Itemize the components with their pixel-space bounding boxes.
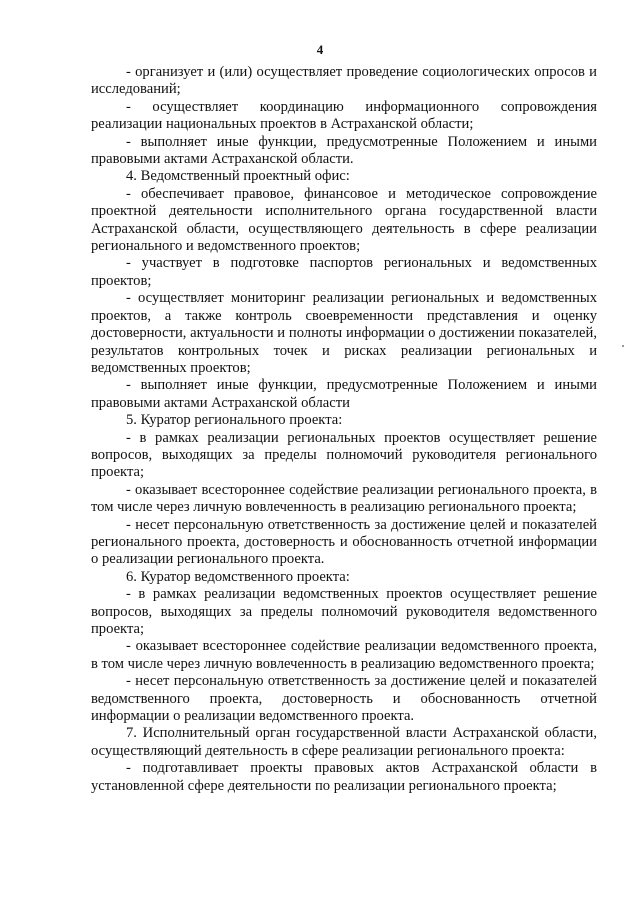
list-item-departmental-assistance: - оказывает всестороннее содействие реализации ведомственного проекта, в том числе через личную вовлеченность в реализацию ведомственного проекта; xyxy=(91,638,597,672)
section-heading-regional-curator: 5. Куратор регионального проекта: xyxy=(126,412,343,429)
list-item-departmental-responsibility: - несет персональную ответственность за достижение целей и показателей ведомственного проекта, достоверность и обоснованность отчетной информации о реализации ведомственного проекта. xyxy=(91,673,597,725)
list-item-sociological-research: - организует и (или) осуществляет проведение социологических опросов и исследований; xyxy=(91,64,597,98)
list-item-legal-support: - обеспечивает правовое, финансовое и методическое сопровождение проектной деятельности исполнительного органа государственной власти Астраханской области, осуществляющего деятельность в сфере реализации регионального и ведомственного проектов; xyxy=(91,185,597,255)
list-item-other-functions: - выполняет иные функции, предусмотренные Положением и иными правовыми актами Астраханской области. xyxy=(91,133,597,168)
list-item-other-functions-2: - выполняет иные функции, предусмотренные Положением и иными правовыми актами Астраханской области xyxy=(91,377,597,411)
section-heading-departmental-curator: 6. Куратор ведомственного проекта: xyxy=(126,568,350,585)
section-heading-executive-body: 7. Исполнительный орган государственной власти Астраханской области, осуществляющий деятельность в сфере реализации регионального проекта: xyxy=(91,725,597,759)
list-item-regional-responsibility: - несет персональную ответственность за достижение целей и показателей регионального проекта, достоверность и обоснованность отчетной информации о реализации регионального проекта. xyxy=(91,516,597,568)
list-item-info-coordination: - осуществляет координацию информационного сопровождения реализации национальных проектов в Астраханской области; xyxy=(91,98,597,133)
list-item-regional-decisions: - в рамках реализации региональных проектов осуществляет решение вопросов, выходящих за пределы полномочий руководителя регионального проекта; xyxy=(91,429,597,481)
list-item-departmental-decisions: - в рамках реализации ведомственных проектов осуществляет решение вопросов, выходящих за пределы полномочий руководителя ведомственного проекта; xyxy=(91,586,597,637)
page-number: 4 xyxy=(316,42,324,57)
scan-speck xyxy=(622,345,624,347)
list-item-passports: - участвует в подготовке паспортов региональных и ведомственных проектов; xyxy=(91,255,597,289)
list-item-regional-assistance: - оказывает всестороннее содействие реализации регионального проекта, в том числе через личную вовлеченность в реализацию регионального проекта; xyxy=(91,481,597,516)
section-heading-departmental-office: 4. Ведомственный проектный офис: xyxy=(126,168,350,185)
list-item-legal-acts: - подготавливает проекты правовых актов Астраханской области в установленной сфере деятельности по реализации регионального проекта; xyxy=(91,760,597,794)
document-body xyxy=(91,64,597,795)
list-item-monitoring: - осуществляет мониторинг реализации региональных и ведомственных проектов, а также контроль своевременности представления и оценку достоверности, актуальности и полноты информации о достижении показателей, результатов контрольных точек и рисках реализации региональных и ведомственных проектов; xyxy=(91,290,597,376)
